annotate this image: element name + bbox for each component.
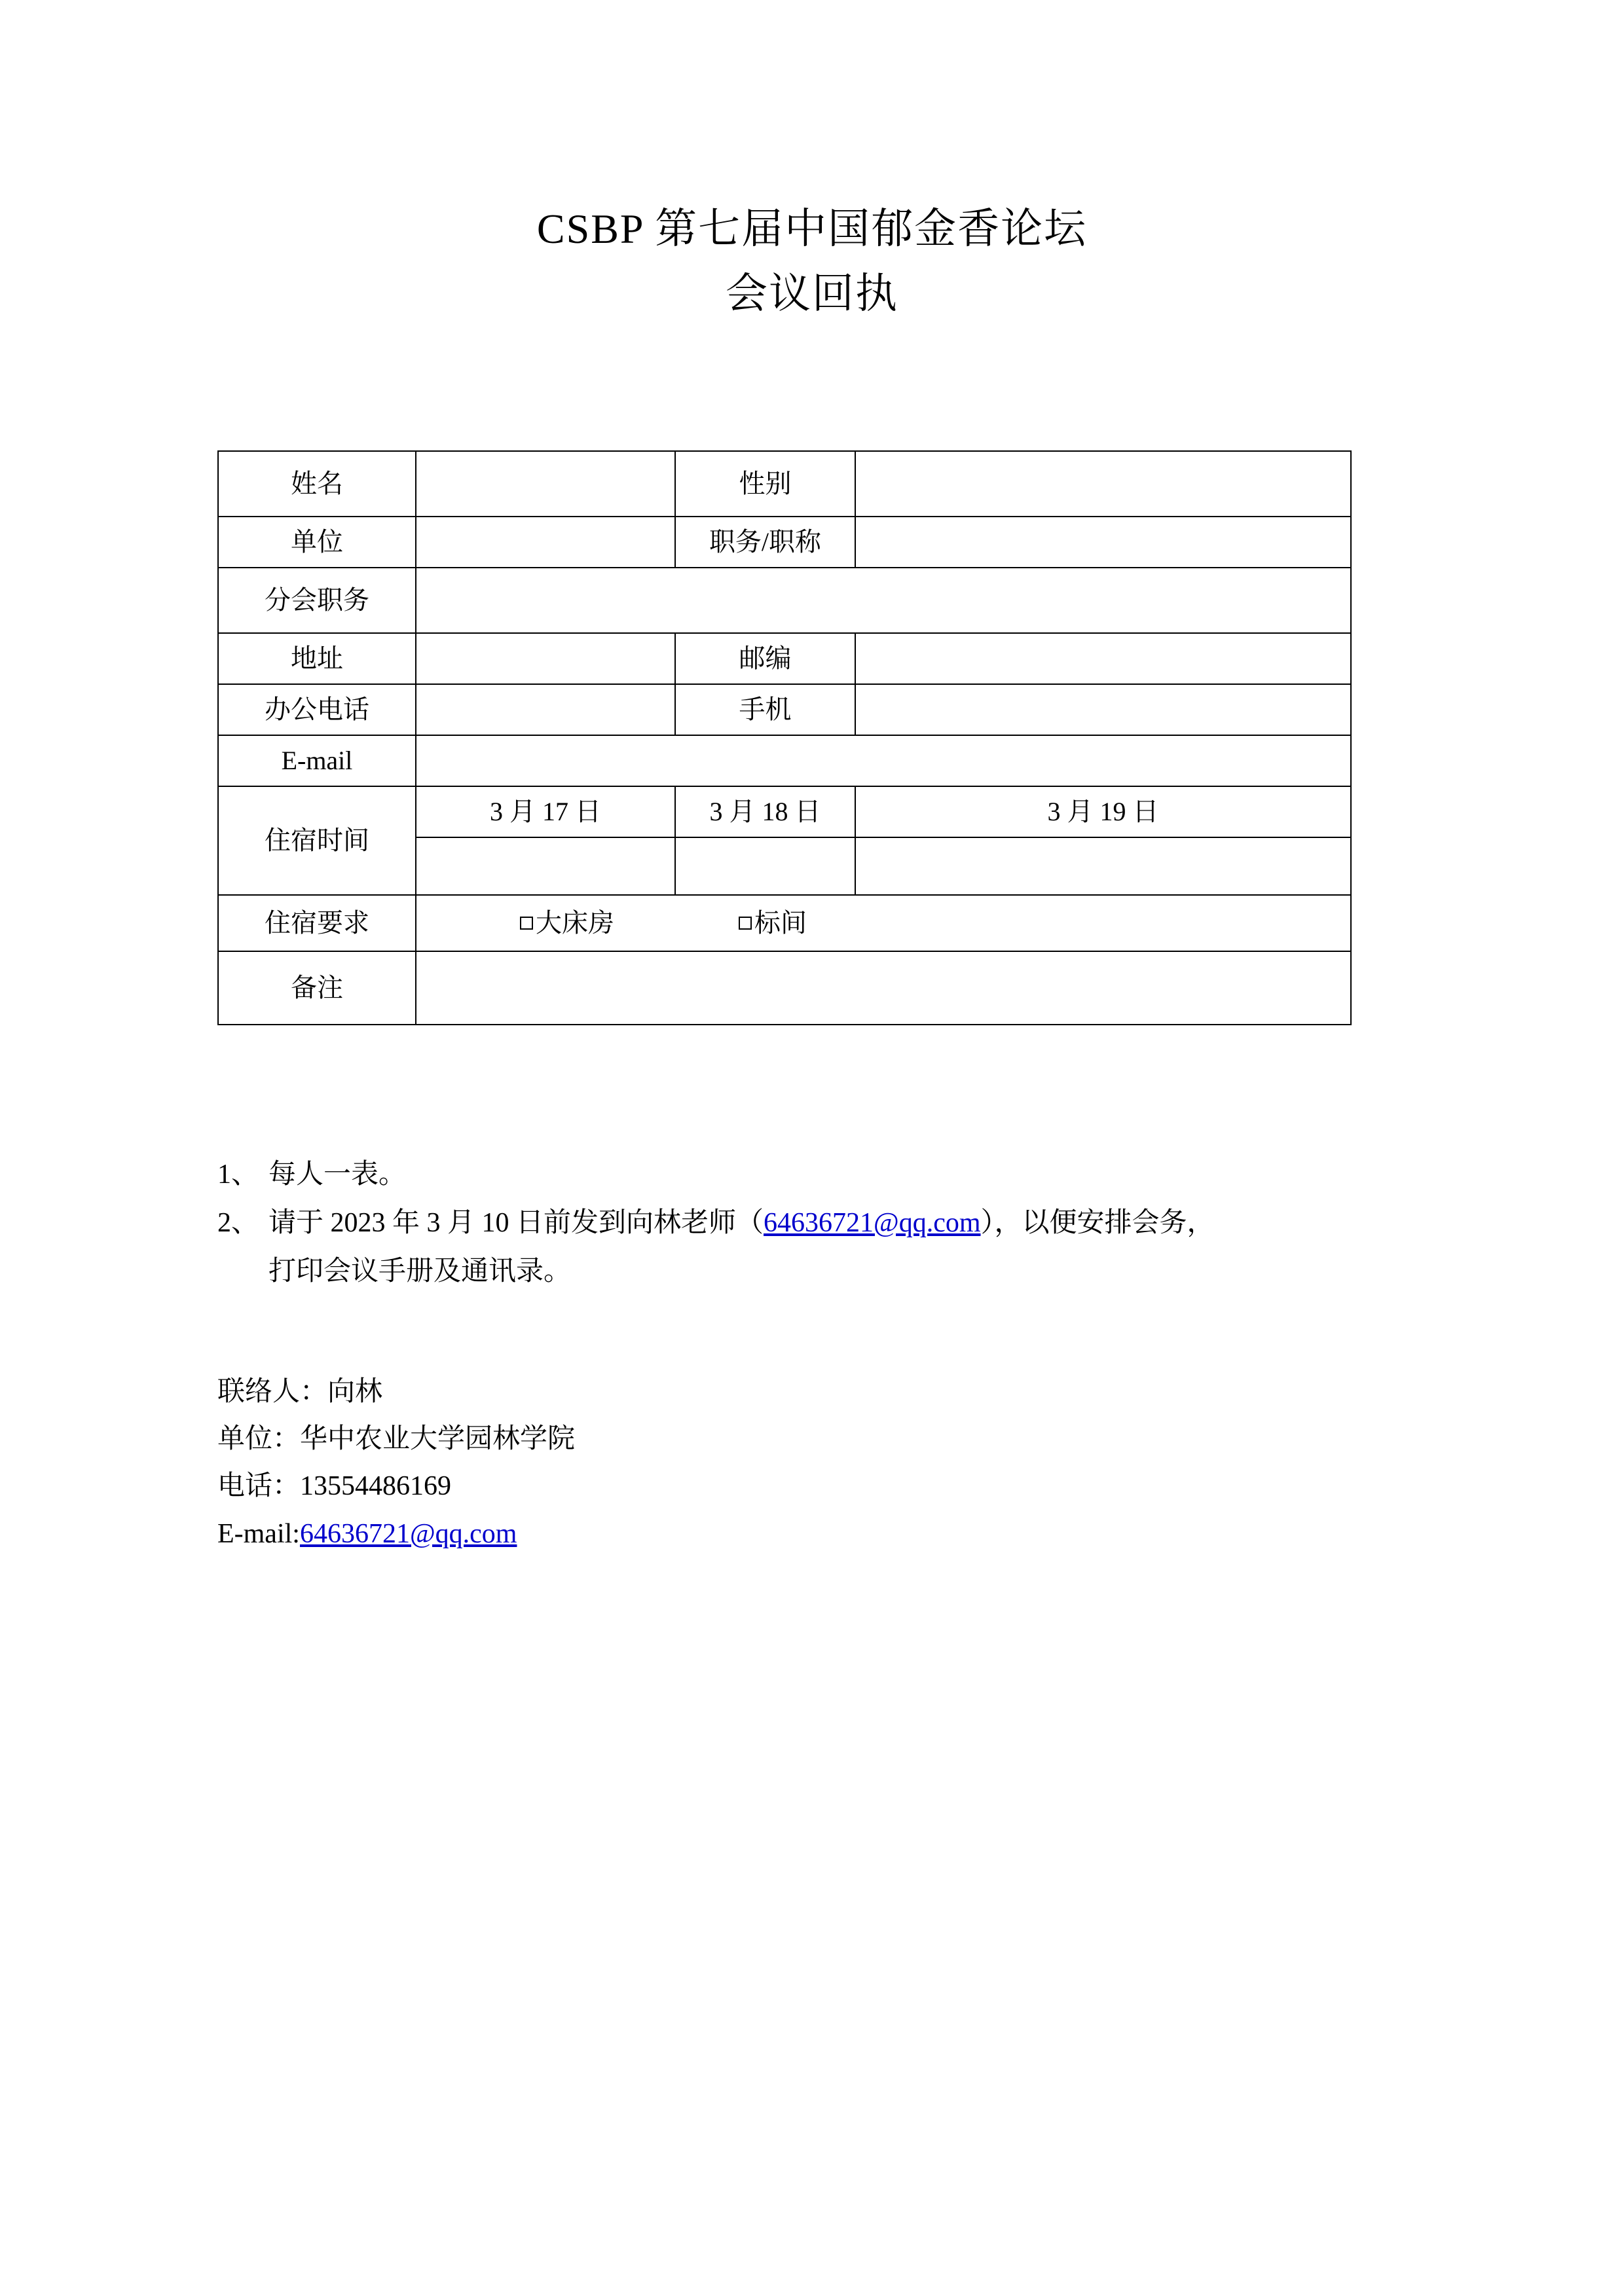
field-input-mobile[interactable] xyxy=(855,684,1351,735)
note-item-2 xyxy=(217,1201,1422,1245)
contact-email-link[interactable]: 64636721@qq.com xyxy=(299,1518,517,1549)
table-row-office-phone xyxy=(218,684,1351,735)
room-type-options-cell xyxy=(416,895,1351,951)
table-row-organization xyxy=(218,517,1351,568)
document-title-block xyxy=(0,196,1624,326)
field-label-branch-position: 分会职务 xyxy=(218,568,416,633)
note-2-number: 2、 xyxy=(217,1208,259,1239)
field-input-name[interactable] xyxy=(416,451,675,517)
field-label-room-type: 住宿要求 xyxy=(218,895,416,951)
field-input-gender[interactable] xyxy=(855,451,1351,517)
field-label-organization: 单位 xyxy=(218,517,416,568)
field-label-stay-date: 住宿时间 xyxy=(218,786,416,895)
checkbox-icon[interactable] xyxy=(739,917,752,930)
table-row-room-type xyxy=(218,895,1351,951)
note-2-text xyxy=(268,1201,1422,1245)
stay-date-input-3[interactable] xyxy=(855,837,1351,895)
table-row-remark xyxy=(218,951,1351,1025)
field-label-email: E-mail xyxy=(218,735,416,786)
note-1-number: 1、 xyxy=(217,1159,259,1190)
room-option-twin-label: 标间 xyxy=(754,908,807,938)
page-title-line-2: 会议回执 xyxy=(726,270,898,318)
field-input-remark[interactable] xyxy=(416,951,1351,1025)
contact-person: 联络人：向林 xyxy=(217,1377,383,1407)
contact-email-line xyxy=(217,1510,1003,1558)
field-label-address: 地址 xyxy=(218,633,416,684)
note-2-text-before: 请于 2023 年 3 月 10 日前发到向林老师（ xyxy=(268,1208,764,1239)
table-row-branch-position xyxy=(218,568,1351,633)
table-row-email xyxy=(218,735,1351,786)
contact-email-prefix: E-mail: xyxy=(217,1518,300,1549)
contact-organization: 单位：华中农业大学园林学院 xyxy=(217,1424,576,1455)
field-label-office-phone: 办公电话 xyxy=(218,684,416,735)
table-row-stay-dates xyxy=(218,786,1351,837)
registration-form-table xyxy=(217,450,1352,1025)
field-input-postcode[interactable] xyxy=(855,633,1351,684)
field-label-name: 姓名 xyxy=(218,451,416,517)
field-label-gender: 性别 xyxy=(675,451,855,517)
stay-date-option-1: 3 月 17 日 xyxy=(416,786,675,837)
field-input-office-phone[interactable] xyxy=(416,684,675,735)
page-title-line-1: CSBP 第七届中国郁金香论坛 xyxy=(536,206,1088,252)
table-row-address xyxy=(218,633,1351,684)
stay-date-input-2[interactable] xyxy=(675,837,855,895)
field-input-email[interactable] xyxy=(416,735,1351,786)
field-input-position[interactable] xyxy=(855,517,1351,568)
field-input-branch-position[interactable] xyxy=(416,568,1351,633)
note-2-continuation: 打印会议手册及通讯录。 xyxy=(268,1256,572,1287)
contact-block xyxy=(217,1368,1003,1558)
field-input-address[interactable] xyxy=(416,633,675,684)
room-option-king-bed[interactable] xyxy=(520,906,614,940)
note-2-email-link[interactable]: 64636721@qq.com xyxy=(764,1208,981,1239)
stay-date-input-1[interactable] xyxy=(416,837,675,895)
note-1-text: 每人一表。 xyxy=(268,1159,407,1190)
field-label-position: 职务/职称 xyxy=(675,517,855,568)
note-item-1 xyxy=(217,1152,1422,1197)
contact-phone: 电话：13554486169 xyxy=(217,1471,452,1502)
room-type-choices xyxy=(422,906,1345,940)
room-option-king-bed-label: 大床房 xyxy=(536,908,614,938)
checkbox-icon[interactable] xyxy=(520,917,533,930)
field-input-organization[interactable] xyxy=(416,517,675,568)
notes-section xyxy=(217,1152,1422,1294)
field-label-remark: 备注 xyxy=(218,951,416,1025)
field-label-postcode: 邮编 xyxy=(675,633,855,684)
field-label-mobile: 手机 xyxy=(675,684,855,735)
room-option-twin[interactable] xyxy=(739,906,807,940)
stay-date-option-3: 3 月 19 日 xyxy=(855,786,1351,837)
stay-date-option-2: 3 月 18 日 xyxy=(675,786,855,837)
table-row-name xyxy=(218,451,1351,517)
note-2-text-after: ），以便安排会务， xyxy=(980,1208,1215,1239)
